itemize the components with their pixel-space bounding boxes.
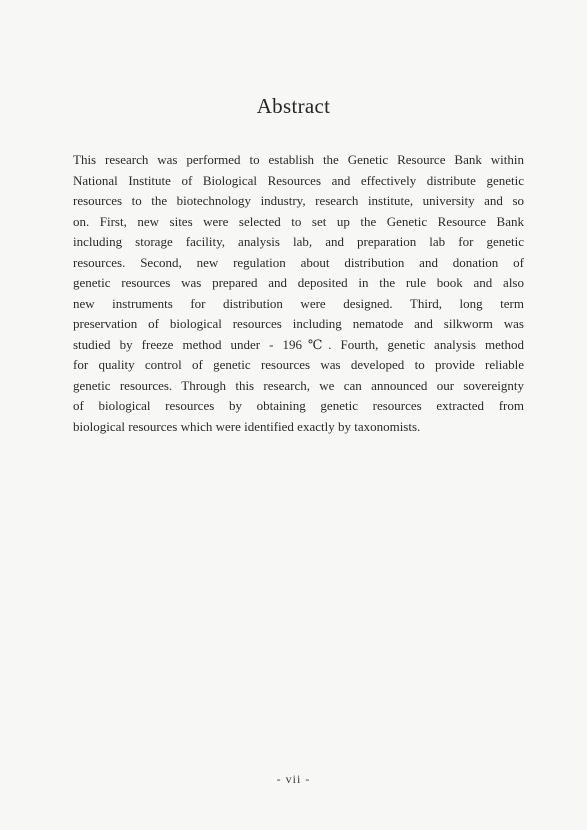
- abstract-line: resources to the biotechnology industry, research institute, university and so: [73, 193, 524, 208]
- abstract-line: including storage facility, analysis lab, and preparation lab for genetic: [73, 234, 524, 249]
- abstract-line: new instruments for distribution were designed. Third, long term: [73, 295, 524, 311]
- abstract-line: genetic resources was prepared and deposited in the rule book and also: [73, 275, 524, 290]
- abstract-line: National Institute of Biological Resources and effectively distribute genetic: [73, 172, 524, 188]
- abstract-line: genetic resources. Through this research, we can announced our sovereignty: [73, 377, 524, 393]
- abstract-line: preservation of biological resources including nematode and silkworm was: [73, 316, 524, 331]
- abstract-line: studied by freeze method under - 196℃. Fourth, genetic analysis method: [73, 336, 524, 352]
- abstract-body: [73, 150, 524, 437]
- abstract-line: biological resources which were identified exactly by taxonomists.: [73, 418, 421, 434]
- abstract-line: for quality control of genetic resources was developed to provide reliable: [73, 357, 524, 372]
- abstract-line: on. First, new sites were selected to set up the Genetic Resource Bank: [73, 213, 524, 229]
- page-title: Abstract: [256, 94, 331, 118]
- abstract-line: resources. Second, new regulation about distribution and donation of: [73, 254, 524, 270]
- page-number: - vii -: [276, 772, 311, 786]
- abstract-line: This research was performed to establish the Genetic Resource Bank within: [73, 152, 524, 167]
- abstract-line: of biological resources by obtaining genetic resources extracted from: [73, 398, 524, 413]
